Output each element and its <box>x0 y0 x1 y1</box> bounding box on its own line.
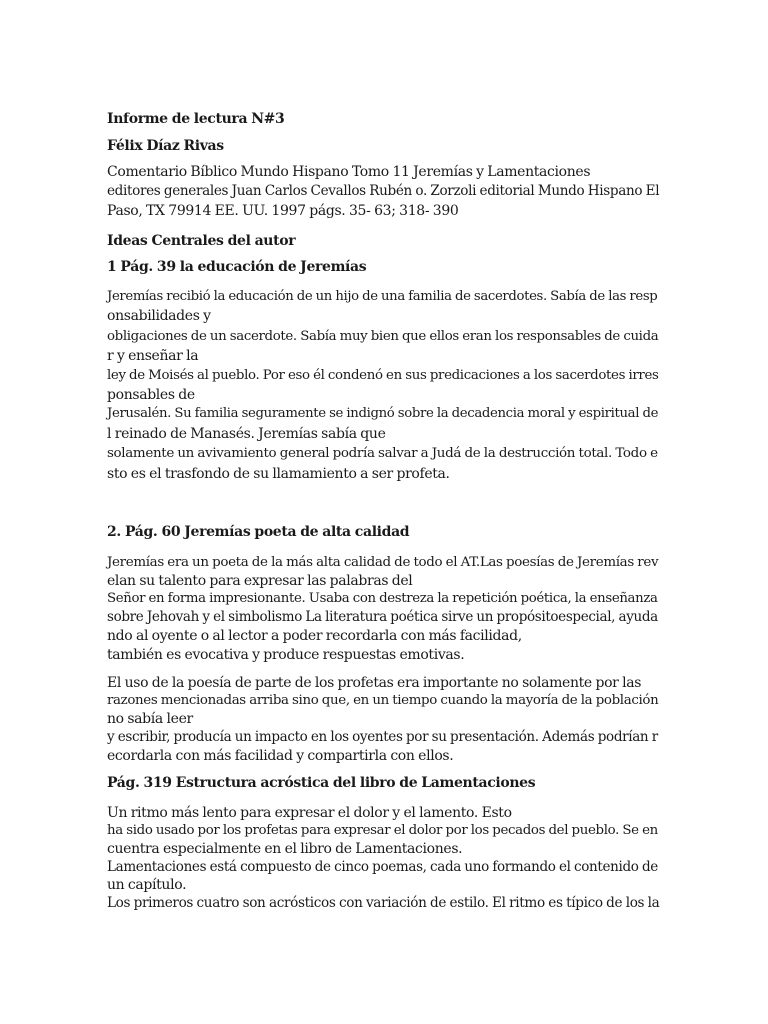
section3-line: Lamentaciones está compuesto de cinco poemas, cada uno formando el contenido de <box>107 859 658 875</box>
reference-line: Comentario Bíblico Mundo Hispano Tomo 11 Jeremías y Lamentaciones <box>107 164 591 180</box>
section3-line: Los primeros cuatro son acrósticos con variación de estilo. El ritmo es típico de los la <box>107 895 660 911</box>
section2-line: razones mencionadas arriba sino que, en un tiempo cuando la mayoría de la población <box>107 693 659 708</box>
section1-line: Jerusalén. Su familia seguramente se indignó sobre la decadencia moral y espiritual de <box>107 406 659 421</box>
section1-line: obligaciones de un sacerdote. Sabía muy bien que ellos eran los responsables de cuida <box>107 329 659 344</box>
section3-line: Un ritmo más lento para expresar el dolor y el lamento. Esto <box>107 805 512 821</box>
ideas-heading: Ideas Centrales del autor <box>107 233 296 249</box>
reference-line: Paso, TX 79914 EE. UU. 1997 págs. 35- 63; 318- 390 <box>107 203 459 219</box>
section2-line: sobre Jehovah y el simbolismo La literatura poética sirve un propósitoespecial, ayuda <box>107 609 658 625</box>
author-name: Félix Díaz Rivas <box>107 138 224 154</box>
section1-line: onsabilidades y <box>107 308 211 324</box>
section1-line: sto es el trasfondo de su llamamiento a ser profeta. <box>107 466 450 482</box>
section1-line: ley de Moisés al pueblo. Por eso él condenó en sus predicaciones a los sacerdotes irres <box>107 368 659 383</box>
section1-line: solamente un avivamiento general podría salvar a Judá de la destrucción total. Todo e <box>107 446 658 461</box>
section2-line: no sabía leer <box>107 711 193 727</box>
reference-line: editores generales Juan Carlos Cevallos Rubén o. Zorzoli editorial Mundo Hispano El <box>107 183 660 199</box>
section2-line: El uso de la poesía de parte de los profetas era importante no solamente por las <box>107 675 642 691</box>
section2-line: Jeremías era un poeta de la más alta calidad de todo el AT.Las poesías de Jeremías rev <box>107 555 659 570</box>
section2-line: ndo al oyente o al lector a poder recordarla con más facilidad, <box>107 628 522 644</box>
section2-line: Señor en forma impresionante. Usaba con destreza la repetición poética, la enseñanza <box>107 591 658 606</box>
section2-line: elan su talento para expresar las palabras del <box>107 573 413 589</box>
section3-line: un capítulo. <box>107 877 187 893</box>
section2-line: ecordarla con más facilidad y compartirla con ellos. <box>107 748 454 764</box>
section2-heading: 2. Pág. 60 Jeremías poeta de alta calidad <box>107 524 410 540</box>
document-title: Informe de lectura N#3 <box>107 111 285 127</box>
section2-line: también es evocativa y produce respuestas emotivas. <box>107 647 465 663</box>
section1-heading: 1 Pág. 39 la educación de Jeremías <box>107 259 367 275</box>
section1-line: ponsables de <box>107 387 195 403</box>
section2-line: y escribir, producía un impacto en los oyentes por su presentación. Además podrían r <box>107 729 658 745</box>
section3-line: cuentra especialmente en el libro de Lamentaciones. <box>107 841 463 857</box>
section1-line: l reinado de Manasés. Jeremías sabía que <box>107 426 386 442</box>
section3-heading: Pág. 319 Estructura acróstica del libro de Lamentaciones <box>107 775 536 791</box>
section1-line: r y enseñar la <box>107 348 199 364</box>
section1-line: Jeremías recibió la educación de un hijo de una familia de sacerdotes. Sabía de las resp <box>107 289 658 304</box>
section3-line: ha sido usado por los profetas para expresar el dolor por los pecados del pueblo. Se en <box>107 823 658 838</box>
